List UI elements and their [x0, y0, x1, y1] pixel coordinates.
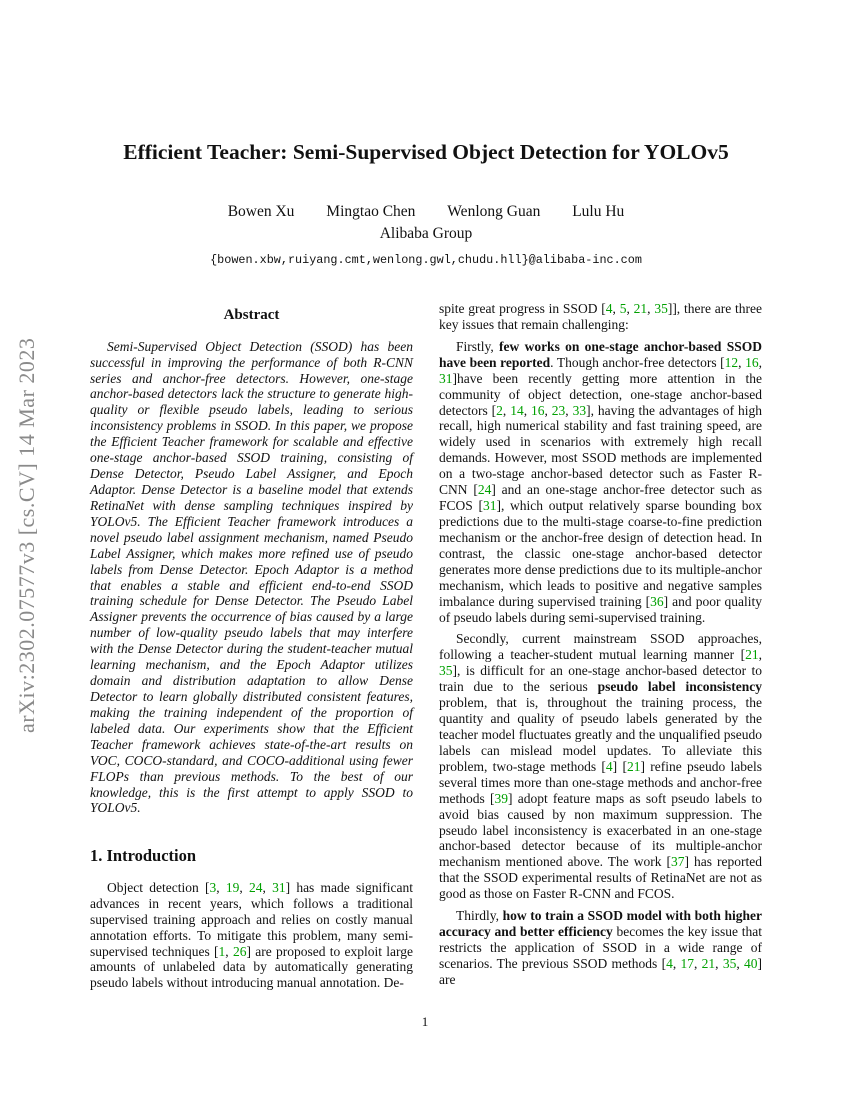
body-paragraph: Firstly, few works on one-stage anchor-based SSOD have been reported. Though anchor-free detectors [12, 16, 31]have been recently getting more attention in the community of object detection, one-stage anchor-based detectors [2, 14, 16, 23, 33], having the advantages of high recall, high numerical stability and fast training speed, are widely used in scenarios with extremely high recall demands. However, most SSOD methods are implemented on a two-stage anchor-based detector such as Faster R-CNN [24] and an one-stage anchor-free detector such as FCOS [31], which output relatively sparse bounding box predictions due to the multi-stage coarse-to-fine prediction mechanism or the anchor-free design of detection head. In contrast, the classic one-stage anchor-based detector generates more dense predictions due to its multiple-anchor mechanism, which leads to positive and negative samples imbalance during supervised training [36] and poor quality of pseudo labels during semi-supervised training.	[439, 338, 763, 625]
citation-link[interactable]: 3	[209, 879, 217, 895]
citation-link[interactable]: 16	[531, 402, 545, 418]
citation-link[interactable]: 4	[605, 758, 613, 774]
arxiv-watermark: arXiv:2302.07577v3 [cs.CV] 14 Mar 2023	[14, 337, 39, 733]
author-name: Mingtao Chen	[326, 203, 416, 220]
citation-link[interactable]: 17	[680, 955, 694, 971]
intro-paragraph: Object detection [3, 19, 24, 31] has made significant advances in recent years, which follows a traditional supervised training approach and relies on costly manual annotation efforts. To mitigate this problem, many semi-supervised techniques [1, 26] are proposed to exploit large amounts of unlabeled data by automatically generating pseudo labels without introducing manual annotation. De-	[90, 879, 414, 991]
citation-link[interactable]: 31	[272, 879, 286, 895]
citation-link[interactable]: 36	[650, 593, 664, 609]
left-column	[90, 301, 413, 997]
citation-link[interactable]: 4	[605, 301, 613, 316]
citation-link[interactable]: 21	[626, 758, 641, 774]
citation-link[interactable]: 4	[666, 955, 673, 971]
citation-link[interactable]: 35	[439, 663, 453, 679]
citation-link[interactable]: 16	[745, 354, 759, 370]
right-column	[439, 301, 762, 997]
citation-link[interactable]: 31	[439, 370, 453, 386]
bold-emphasis: few works on one-stage anchor-based SSOD have been reported	[439, 338, 762, 370]
citation-link[interactable]: 14	[510, 402, 524, 418]
citation-link[interactable]: 35	[654, 301, 668, 316]
citation-link[interactable]: 26	[232, 943, 247, 959]
citation-link[interactable]: 23	[551, 402, 566, 418]
citation-link[interactable]: 31	[482, 498, 497, 514]
citation-link[interactable]: 37	[671, 854, 685, 870]
citation-link[interactable]: 21	[701, 955, 716, 971]
two-column-body	[90, 301, 762, 997]
citation-link[interactable]: 24	[248, 879, 263, 895]
citation-link[interactable]: 19	[225, 879, 240, 895]
email-line: {bowen.xbw,ruiyang.cmt,wenlong.gwl,chudu.hll}@alibaba-inc.com	[210, 253, 642, 267]
body-paragraph: Secondly, current mainstream SSOD approaches, following a teacher-student mutual learning manner [21, 35], is difficult for an one-stage anchor-based detector to train due to the serious pseudo label inconsistency problem, that is, throughout the training process, the quantity and quality of pseudo labels generated by the teacher model fluctuates greatly and the unqualified pseudo labels can mislead model updates. To alleviate this problem, two-stage methods [4] [21] refine pseudo labels several times more than one-stage methods and anchor-free methods [39] adopt feature maps as soft pseudo labels to avoid bias caused by non maximum suppression. The pseudo label inconsistency is exacerbated in an one-stage anchor-based detector because of its multiple-anchor mechanism mentioned above. The work [37] has reported that the SSOD experimental results of RetinaNet are not as good as those on Faster R-CNN and FCOS.	[439, 631, 762, 902]
affiliation: Alibaba Group	[379, 225, 473, 242]
abstract-paragraph: Semi-Supervised Object Detection (SSOD) has been successful in improving the performance of both R-CNN series and anchor-free detectors. However, one-stage anchor-based detectors lack the structure to generate high-quality or flexible pseudo labels, leading to serious inconsistency problems in SSOD. In this paper, we propose the Efficient Teacher framework for scalable and effective one-stage anchor-based SSOD training, consisting of Dense Detector, Pseudo Label Assigner, and Epoch Adaptor. Dense Detector is a baseline model that extends RetinaNet with dense sampling techniques inspired by YOLOv5. The Efficient Teacher framework introduces a novel pseudo label assignment mechanism, named Pseudo Label Assigner, which makes more refined use of pseudo labels from Dense Detector. Epoch Adaptor is a method that enables a stable and efficient end-to-end SSOD training schedule for Dense Detector. The Pseudo Label Assigner prevents the occurrence of bias caused by a large number of low-quality pseudo labels that may interfere with the Dense Detector during the student-teacher mutual learning mechanism, and the Epoch Adaptor utilizes domain and distribution adaptation to allow Dense Detector to learn globally distributed consistent features, making the training independent of the proportion of labeled data. Our experiments show that the Efficient Teacher framework achieves state-of-the-art results on VOC, COCO-standard, and COCO-additional using fewer FLOPs than previous methods. To the best of our knowledge, this is the first attempt to apply SSOD to YOLOv5.	[90, 338, 413, 816]
paper-title: Efficient Teacher: Semi-Supervised Object Detection for YOLOv5	[123, 140, 729, 164]
paper-content	[90, 140, 762, 997]
citation-link[interactable]: 1	[218, 943, 226, 959]
section-heading-introduction: 1. Introduction	[90, 846, 197, 866]
bold-emphasis: pseudo label inconsistency	[597, 679, 762, 695]
citation-link[interactable]: 12	[724, 354, 739, 370]
abstract-body	[90, 339, 413, 817]
body-paragraph: spite great progress in SSOD [4, 5, 21, 35]], there are three key issues that remain challenging:	[439, 301, 763, 332]
citation-link[interactable]: 35	[722, 955, 737, 971]
author-name: Bowen Xu	[227, 203, 295, 220]
citation-link[interactable]: 33	[572, 402, 587, 418]
authors-row	[90, 203, 762, 221]
citation-link[interactable]: 21	[633, 301, 648, 316]
page-number: 1	[421, 1014, 429, 1029]
citation-link[interactable]: 40	[744, 955, 758, 971]
body-paragraph: Thirdly, how to train a SSOD model with both higher accuracy and better efficiency becomes the key issue that restricts the application of SSOD in a wide range of scenarios. The previous SSOD methods [4, 17, 21, 35, 40] are	[439, 908, 763, 987]
citation-link[interactable]: 24	[477, 482, 492, 498]
citation-link[interactable]: 2	[496, 402, 503, 418]
citation-link[interactable]: 5	[619, 301, 627, 316]
citation-link[interactable]: 39	[494, 790, 508, 806]
author-name: Lulu Hu	[572, 203, 625, 220]
bold-emphasis: how to train a SSOD model with both higher accuracy and better efficiency	[439, 908, 763, 940]
abstract-heading: Abstract	[223, 307, 280, 323]
citation-link[interactable]: 21	[745, 647, 759, 663]
author-name: Wenlong Guan	[447, 203, 541, 220]
